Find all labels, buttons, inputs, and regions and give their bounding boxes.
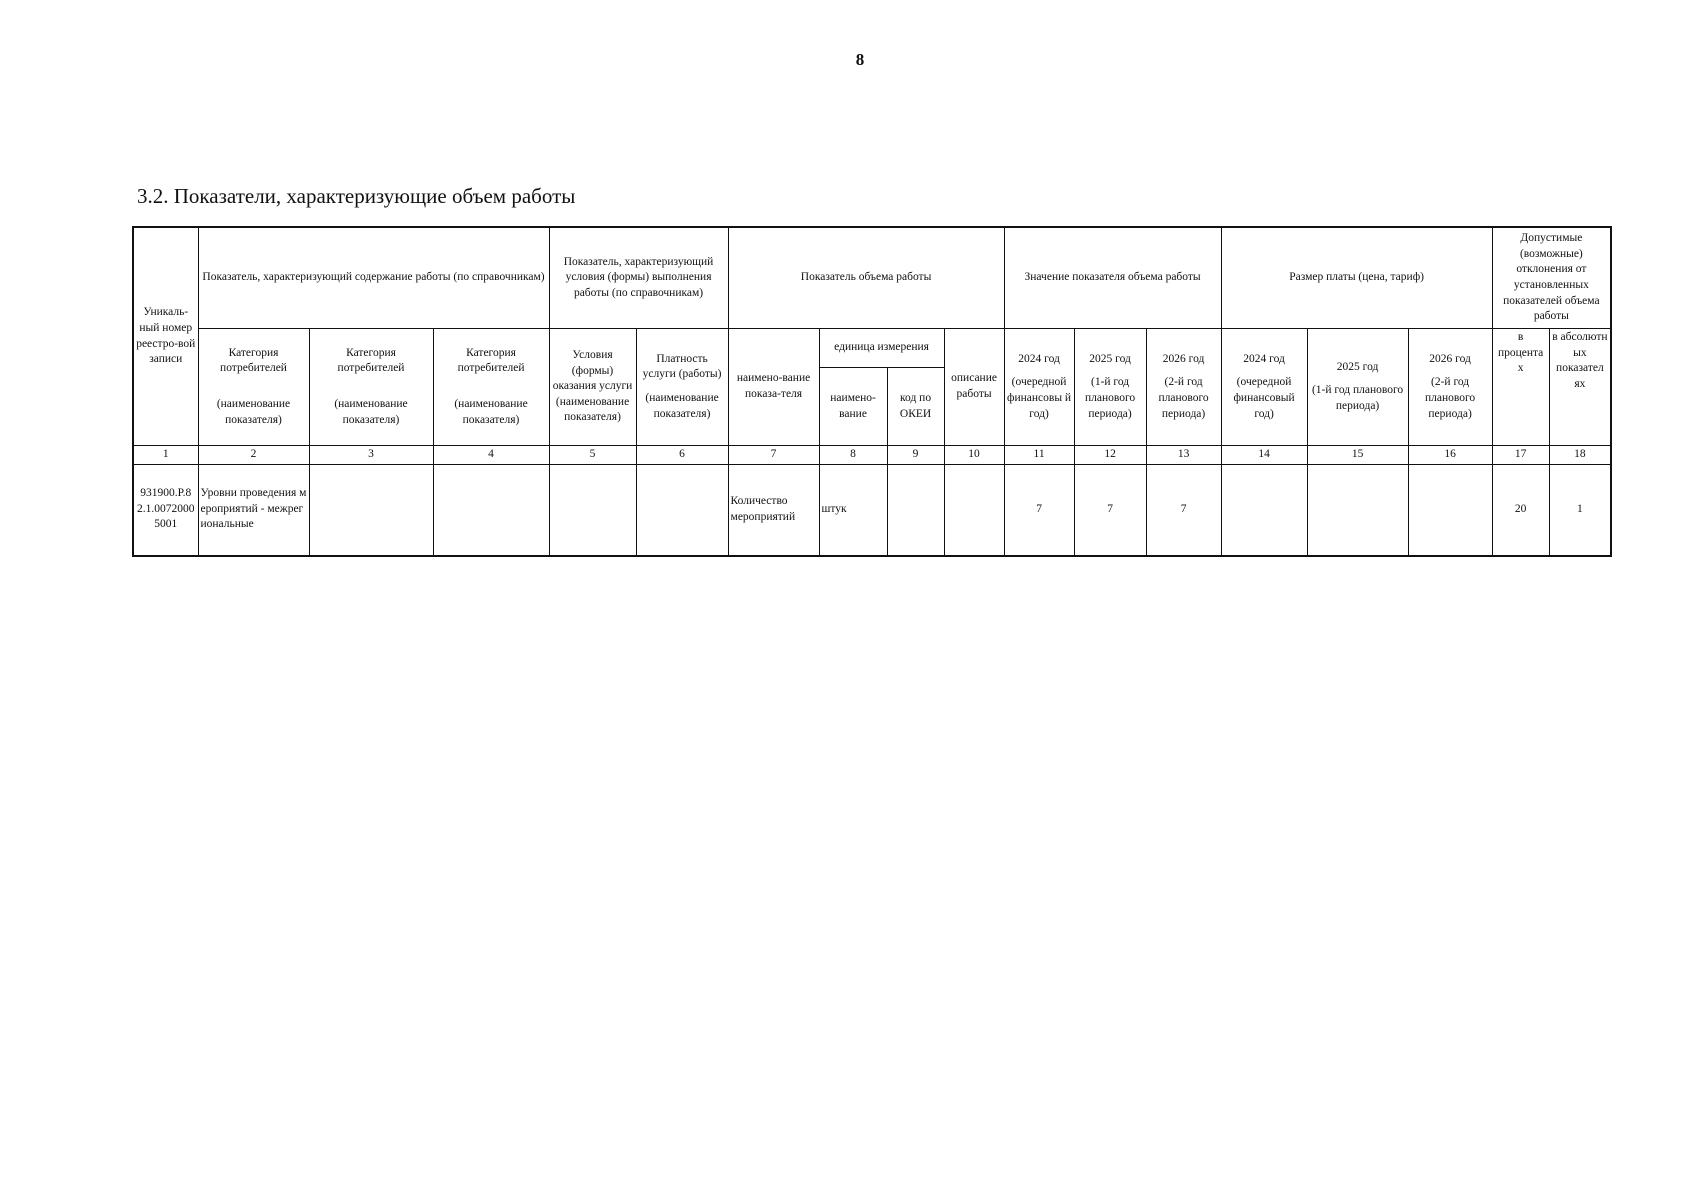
column-numbers-row: [133, 446, 1611, 465]
plan-period-2-label: (2-й год планового периода): [1425, 376, 1476, 420]
work-volume-table: [132, 226, 1612, 557]
column-number: 13: [1146, 446, 1221, 465]
indicator-name-paren: (наименование показателя): [555, 395, 630, 424]
okei-code-cell: [887, 464, 944, 556]
year-2024-label: 2024 год: [1243, 352, 1285, 365]
header-conditions-indicator: Показатель, характеризующий условия (формы) выполнения работы (по справочникам): [549, 227, 728, 329]
category-label: Категория потребителей: [220, 346, 287, 375]
header-conditions: [549, 329, 636, 446]
header-unit-of-measure: единица измерения: [819, 329, 944, 368]
column-number: 14: [1221, 446, 1307, 465]
dev-absolute-cell: 1: [1549, 464, 1611, 556]
fee-2026-cell: [1408, 464, 1492, 556]
year-2026-label: 2026 год: [1429, 352, 1471, 365]
fee-2025-cell: [1307, 464, 1408, 556]
column-number: 2: [198, 446, 309, 465]
column-number: 16: [1408, 446, 1492, 465]
header-volume-indicator: Показатель объема работы: [728, 227, 1004, 329]
year-2025-label: 2025 год: [1336, 360, 1379, 373]
column-number: 9: [887, 446, 944, 465]
column-number: 4: [433, 446, 549, 465]
column-number: 17: [1492, 446, 1549, 465]
category-1-cell: Уровни проведения мероприятий - межрегиональные: [198, 464, 309, 556]
year-2025-label: 2025 год: [1089, 352, 1131, 365]
plan-period-1-label: (1-й год планового периода): [1084, 376, 1136, 420]
column-number: 11: [1004, 446, 1074, 465]
work-description-cell: [944, 464, 1004, 556]
registry-number-cell: 931900.Р.82.1.00720005001: [133, 464, 198, 556]
header-vol-2024: [1004, 329, 1074, 446]
vol-2024-cell: 7: [1004, 464, 1074, 556]
indicator-name-paren: (наименование показателя): [454, 398, 528, 426]
header-indicator-name: наимено-вание показа-теля: [728, 329, 819, 446]
header-work-description: описание работы: [944, 329, 1004, 446]
column-number: 8: [819, 446, 887, 465]
indicator-name-paren: (наименование показателя): [645, 392, 719, 420]
fee-2024-cell: [1221, 464, 1307, 556]
header-paid: [636, 329, 728, 446]
next-fin-year-label: (очередной финансовы й год): [1007, 376, 1072, 420]
header-fee-2026: [1408, 329, 1492, 446]
year-2026-label: 2026 год: [1162, 352, 1205, 365]
indicator-name-paren: (наименование показателя): [216, 398, 291, 426]
category-3-cell: [433, 464, 549, 556]
conditions-cell: [549, 464, 636, 556]
column-number: 6: [636, 446, 728, 465]
paid-label: Платность услуги (работы): [642, 352, 722, 381]
header-category-1: [198, 329, 309, 446]
header-deviations: Допустимые (возможные) отклонения от установленных показателей объема работы: [1492, 227, 1611, 329]
header-okei-code: код по ОКЕИ: [887, 368, 944, 446]
column-number: 1: [133, 446, 198, 465]
header-in-absolute: в абсолютн ых показател ях: [1549, 329, 1611, 446]
header-unit-name: наимено-вание: [819, 368, 887, 446]
dev-percent-cell: 20: [1492, 464, 1549, 556]
page-number: 8: [855, 50, 865, 69]
header-content-indicator: Показатель, характеризующий содержание работы (по справочникам): [198, 227, 549, 329]
table-row: [133, 464, 1611, 556]
conditions-label: Условия (формы) оказания услуги: [552, 349, 633, 393]
plan-period-1-label: (1-й год планового периода): [1311, 384, 1404, 412]
category-label: Категория потребителей: [457, 346, 525, 375]
indicator-name-paren: (наименование показателя): [334, 398, 408, 426]
category-label: Категория потребителей: [337, 346, 405, 375]
column-number: 10: [944, 446, 1004, 465]
header-category-2: [309, 329, 433, 446]
header-vol-2026: [1146, 329, 1221, 446]
unit-name-cell: штук: [819, 464, 887, 556]
plan-period-2-label: (2-й год планового периода): [1158, 376, 1209, 420]
column-number: 3: [309, 446, 433, 465]
header-fee-2025: [1307, 329, 1408, 446]
header-in-percent: в процента х: [1492, 329, 1549, 446]
section-title: 3.2. Показатели, характеризующие объем работы: [137, 184, 576, 208]
column-number: 18: [1549, 446, 1611, 465]
column-number: 12: [1074, 446, 1146, 465]
header-fee-2024: [1221, 329, 1307, 446]
header-volume-value: Значение показателя объема работы: [1004, 227, 1221, 329]
vol-2026-cell: 7: [1146, 464, 1221, 556]
header-unique-number: Уникаль-ный номер реестро-вой записи: [133, 227, 198, 446]
category-2-cell: [309, 464, 433, 556]
indicator-name-cell: Количество мероприятий: [728, 464, 819, 556]
header-fee-size: Размер платы (цена, тариф): [1221, 227, 1492, 329]
header-vol-2025: [1074, 329, 1146, 446]
year-2024-label: 2024 год: [1018, 352, 1060, 365]
paid-cell: [636, 464, 728, 556]
next-fin-year-label: (очередной финансовый год): [1233, 376, 1295, 420]
column-number: 5: [549, 446, 636, 465]
vol-2025-cell: 7: [1074, 464, 1146, 556]
column-number: 7: [728, 446, 819, 465]
header-category-3: [433, 329, 549, 446]
column-number: 15: [1307, 446, 1408, 465]
